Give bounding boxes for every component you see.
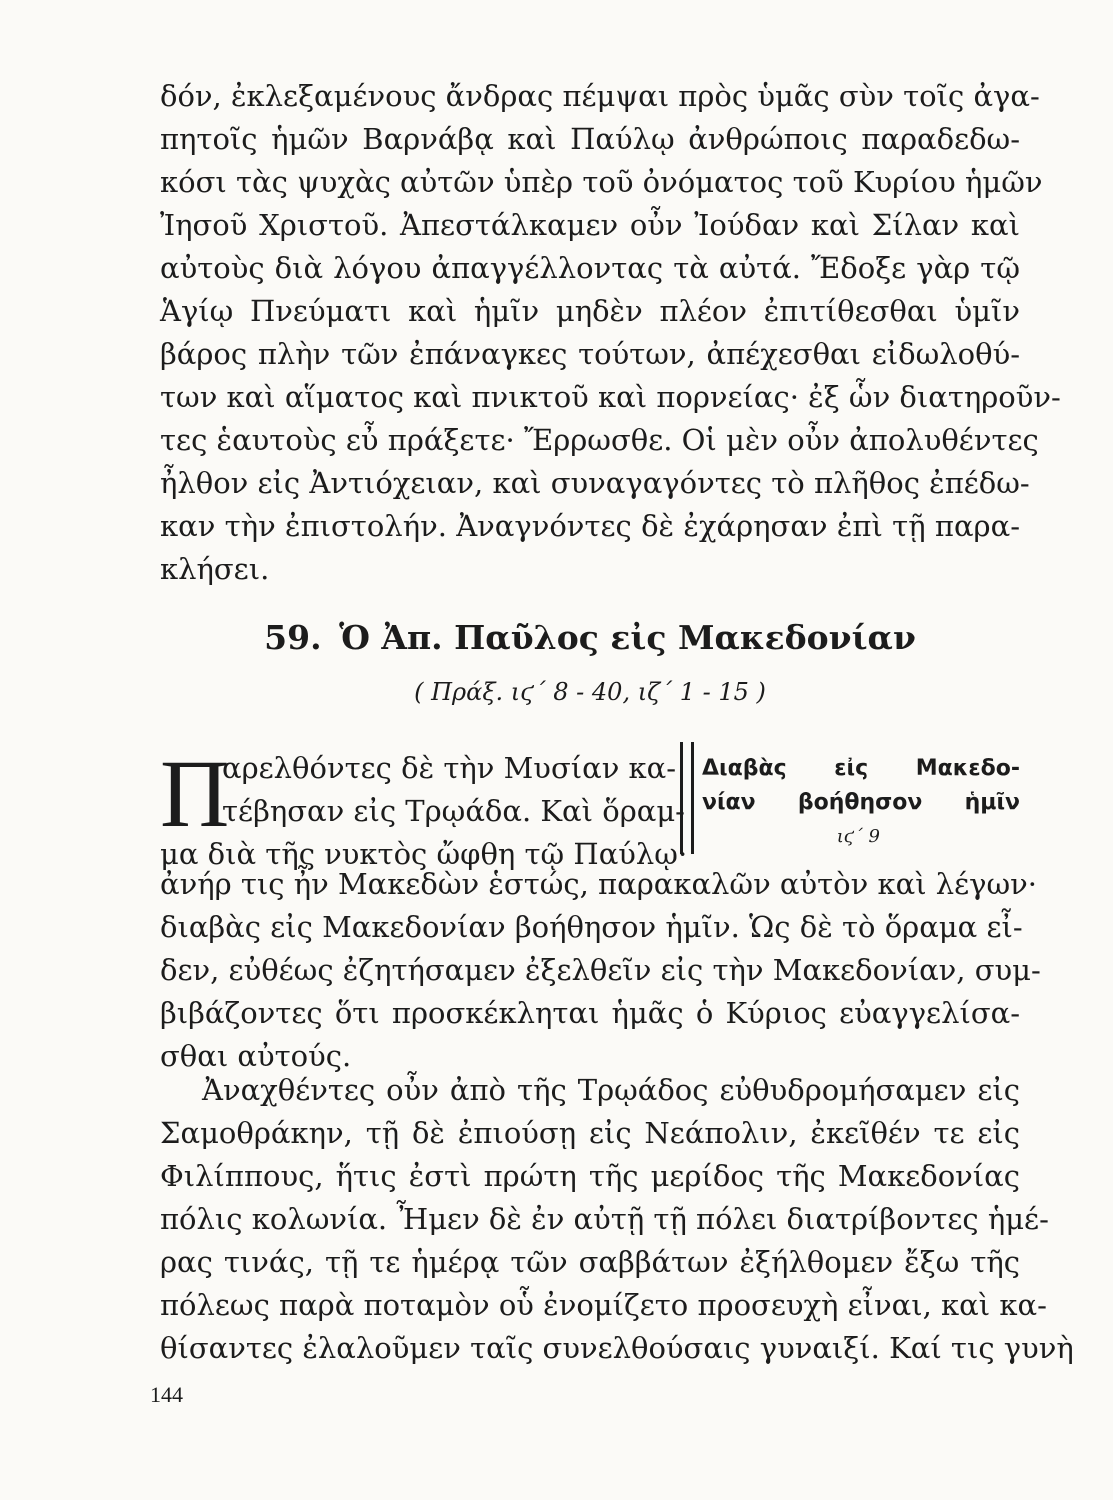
sidenote-rule (680, 742, 694, 854)
text-line: Σαμοθράκην, τῇ δὲ ἐπιούσῃ εἰς Νεάπολιν, ἐκεῖθέν τε εἰς (160, 1116, 1020, 1150)
page-number: 144 (150, 1382, 183, 1407)
sidenote-line: Διαβὰς εἰς Μακεδο- (702, 756, 1020, 781)
section-number: 59. (264, 618, 322, 657)
section-title: Ὁ Ἀπ. Παῦλος εἰς Μακεδονίαν (339, 618, 916, 657)
sidenote-reference: ιϛ΄ 9 (836, 826, 880, 847)
text-line: Ἀναχθέντες οὖν ἀπὸ τῆς Τρῳάδος εὐθυδρομήσαμεν εἰς (202, 1073, 1020, 1107)
drop-cap: Π (160, 740, 230, 847)
text-line: βιβάζοντες ὅτι προσκέκληται ἡμᾶς ὁ Κύριος εὐαγγελίσα- (160, 996, 1020, 1030)
text-line: σθαι αὐτούς. (160, 1039, 352, 1073)
text-line: κόσι τὰς ψυχὰς αὐτῶν ὑπὲρ τοῦ ὀνόματος τοῦ Κυρίου ἡμῶν (160, 165, 1043, 199)
text-line: Φιλίππους, ἥτις ἐστὶ πρώτη τῆς μερίδος τῆς Μακεδονίας (160, 1159, 1020, 1193)
text-line: αὐτοὺς διὰ λόγου ἀπαγγέλλοντας τὰ αὐτά. Ἔδοξε γὰρ τῷ (160, 251, 1020, 285)
text-line: Ἰησοῦ Χριστοῦ. Ἀπεστάλκαμεν οὖν Ἰούδαν καὶ Σίλαν καὶ (160, 208, 1020, 242)
text-line: δόν, ἐκλεξαμένους ἄνδρας πέμψαι πρὸς ὑμᾶς σὺν τοῖς ἀγα- (160, 79, 1040, 113)
text-line: τέβησαν εἰς Τρῳάδα. Καὶ ὅραμ- (222, 794, 685, 828)
text-line: βάρος πλὴν τῶν ἐπάναγκες τούτων, ἀπέχεσθαι εἰδωλοθύ- (160, 337, 1020, 371)
section-heading (160, 618, 1020, 658)
text-line: ρας τινάς, τῇ τε ἡμέρᾳ τῶν σαββάτων ἐξήλθομεν ἔξω τῆς (160, 1245, 1020, 1279)
text-line: κλήσει. (160, 552, 270, 586)
text-line: Ἁγίῳ Πνεύματι καὶ ἡμῖν μηδὲν πλέον ἐπιτίθεσθαι ὑμῖν (160, 294, 1020, 328)
text-line: καν τὴν ἐπιστολήν. Ἀναγνόντες δὲ ἐχάρησαν ἐπὶ τῇ παρα- (160, 509, 1020, 543)
text-line: διαβὰς εἰς Μακεδονίαν βοήθησον ἡμῖν. Ὡς δὲ τὸ ὅραμα εἶ- (160, 910, 1023, 944)
sidenote-line: νίαν βοήθησον ἡμῖν (702, 790, 1020, 815)
section-reference: ( Πράξ. ιϛ΄ 8 - 40, ιζ΄ 1 - 15 ) (414, 678, 766, 706)
text-line: θίσαντες ἐλαλοῦμεν ταῖς συνελθούσαις γυναιξί. Καί τις γυνὴ (160, 1331, 1074, 1365)
text-line: πητοῖς ἡμῶν Βαρνάβᾳ καὶ Παύλῳ ἀνθρώποις παραδεδω- (160, 122, 1020, 156)
text-line: ἀνήρ τις ἦν Μακεδὼν ἑστώς, παρακαλῶν αὐτὸν καὶ λέγων· (160, 867, 1038, 901)
text-line: των καὶ αἵματος καὶ πνικτοῦ καὶ πορνείας· ἐξ ὧν διατηροῦν- (160, 380, 1061, 414)
text-line: τες ἑαυτοὺς εὖ πράξετε· Ἔρρωσθε. Οἱ μὲν οὖν ἀπολυθέντες (160, 423, 1039, 457)
text-line: μα διὰ τῆς νυκτὸς ὤφθη τῷ Παύλῳ· (160, 837, 688, 871)
text-line: αρελθόντες δὲ τὴν Μυσίαν κα- (222, 751, 677, 785)
text-line: δεν, εὐθέως ἐζητήσαμεν ἐξελθεῖν εἰς τὴν Μακεδονίαν, συμ- (160, 953, 1041, 987)
sidenote (702, 752, 1020, 854)
text-line: πόλις κολωνία. Ἦμεν δὲ ἐν αὐτῇ τῇ πόλει διατρίβοντες ἡμέ- (160, 1202, 1049, 1236)
text-line: ἦλθον εἰς Ἀντιόχειαν, καὶ συναγαγόντες τὸ πλῆθος ἐπέδω- (160, 466, 1030, 500)
text-line: πόλεως παρὰ ποταμὸν οὗ ἐνομίζετο προσευχὴ εἶναι, καὶ κα- (160, 1288, 1047, 1322)
